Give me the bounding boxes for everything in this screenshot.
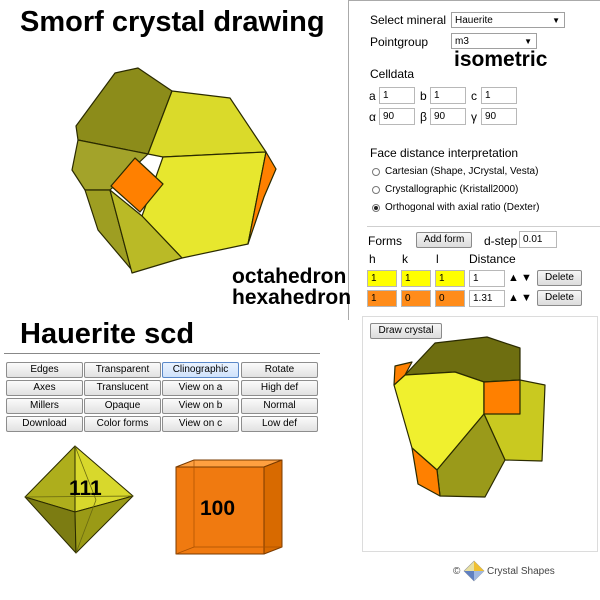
radio-crystallographic-circle[interactable] <box>372 186 380 194</box>
form-row-2-l[interactable]: 0 <box>435 290 465 307</box>
radio-crystallographic-label: Crystallographic (Kristall2000) <box>385 184 519 195</box>
cell-a-label: a <box>369 89 376 103</box>
radio-crystallographic[interactable] <box>372 184 572 198</box>
draw-crystal-button[interactable]: Draw crystal <box>370 323 442 339</box>
dstep-input[interactable]: 0.01 <box>519 231 557 248</box>
cell-c-label: c <box>471 89 477 103</box>
select-mineral-label: Select mineral <box>370 13 447 27</box>
form-row-2-k[interactable]: 0 <box>401 290 431 307</box>
cell-gamma-input[interactable]: 90 <box>481 108 517 125</box>
cell-gamma-label: γ <box>471 110 477 124</box>
col-l-header: l <box>436 252 439 266</box>
celldata-label: Celldata <box>370 67 415 81</box>
view-on-b-button[interactable]: View on b <box>162 398 239 414</box>
radio-orthogonal-circle[interactable] <box>372 204 380 212</box>
mineral-select[interactable] <box>451 12 565 28</box>
cube-miller-label: 100 <box>200 497 236 520</box>
translucent-button[interactable]: Translucent <box>84 380 161 396</box>
cell-beta-label: β <box>420 110 427 124</box>
isometric-label: isometric <box>454 48 548 71</box>
col-h-header: h <box>369 252 376 266</box>
add-form-button[interactable]: Add form <box>416 232 472 248</box>
radio-cartesian-circle[interactable] <box>372 168 380 176</box>
cell-alpha-label: α <box>369 110 376 124</box>
axes-button[interactable]: Axes <box>6 380 83 396</box>
form-row-2-h[interactable]: 1 <box>367 290 397 307</box>
view-on-a-button[interactable]: View on a <box>162 380 239 396</box>
crystal-main-drawing <box>50 60 290 290</box>
panel-border-top <box>348 0 600 1</box>
edges-button[interactable]: Edges <box>6 362 83 378</box>
forms-label: Forms <box>368 234 402 248</box>
millers-button[interactable]: Millers <box>6 398 83 414</box>
up-arrow-icon[interactable]: ▲ <box>508 292 519 304</box>
hexahedron-label: hexahedron <box>232 286 352 309</box>
crystal-secondary-drawing <box>380 335 580 510</box>
copyright-symbol: © <box>453 566 461 577</box>
pointgroup-select-value: m3 <box>455 36 469 47</box>
chevron-down-icon: ▼ <box>552 16 560 25</box>
octahedron-drawing <box>18 442 136 560</box>
rotate-button[interactable]: Rotate <box>241 362 318 378</box>
delete-form-2-button[interactable]: Delete <box>537 290 582 306</box>
face-distance-label: Face distance interpretation <box>370 146 519 160</box>
col-distance-header: Distance <box>469 252 516 266</box>
scd-title: Hauerite scd <box>20 318 195 350</box>
normal-button[interactable]: Normal <box>241 398 318 414</box>
cell-beta-input[interactable]: 90 <box>430 108 466 125</box>
radio-cartesian[interactable] <box>372 166 572 180</box>
cell-alpha-input[interactable]: 90 <box>379 108 415 125</box>
form-row-1-h[interactable]: 1 <box>367 270 397 287</box>
delete-form-1-button[interactable]: Delete <box>537 270 582 286</box>
up-arrow-icon[interactable]: ▲ <box>508 272 519 284</box>
opaque-button[interactable]: Opaque <box>84 398 161 414</box>
pointgroup-select[interactable] <box>451 33 537 49</box>
cube-face-right <box>264 460 282 554</box>
high-def-button[interactable]: High def <box>241 380 318 396</box>
dstep-label: d-step <box>484 234 518 248</box>
form-row-2-distance[interactable]: 1.31 <box>469 290 505 307</box>
radio-cartesian-label: Cartesian (Shape, JCrystal, Vesta) <box>385 166 539 177</box>
cell-b-input[interactable]: 1 <box>430 87 466 104</box>
radio-orthogonal-label: Orthogonal with axial ratio (Dexter) <box>385 202 540 213</box>
scd-divider <box>4 353 320 354</box>
transparent-button[interactable]: Transparent <box>84 362 161 378</box>
panel-border-left <box>348 0 349 320</box>
pointgroup-label: Pointgroup <box>370 35 429 49</box>
mineral-select-value: Hauerite <box>455 15 493 26</box>
download-button[interactable]: Download <box>6 416 83 432</box>
form-row-1-k[interactable]: 1 <box>401 270 431 287</box>
color-forms-button[interactable]: Color forms <box>84 416 161 432</box>
cell-b-label: b <box>420 89 427 103</box>
octahedron-miller-label: 111 <box>69 477 102 500</box>
crystal-shapes-logo-icon <box>463 560 485 582</box>
down-arrow-icon[interactable]: ▼ <box>521 292 532 304</box>
low-def-button[interactable]: Low def <box>241 416 318 432</box>
clinographic-button[interactable]: Clinographic <box>162 362 239 378</box>
radio-orthogonal[interactable] <box>372 202 572 216</box>
crystal-shapes-brand: Crystal Shapes <box>487 566 555 577</box>
down-arrow-icon[interactable]: ▼ <box>521 272 532 284</box>
forms-divider <box>367 226 600 227</box>
chevron-down-icon: ▼ <box>524 37 532 46</box>
col-k-header: k <box>402 252 408 266</box>
view-on-c-button[interactable]: View on c <box>162 416 239 432</box>
cell-c-input[interactable]: 1 <box>481 87 517 104</box>
cell-a-input[interactable]: 1 <box>379 87 415 104</box>
face-orange-front <box>484 380 520 414</box>
octahedron-label: octahedron <box>232 265 347 288</box>
form-row-1-distance[interactable]: 1 <box>469 270 505 287</box>
main-title: Smorf crystal drawing <box>20 6 325 38</box>
form-row-1-l[interactable]: 1 <box>435 270 465 287</box>
